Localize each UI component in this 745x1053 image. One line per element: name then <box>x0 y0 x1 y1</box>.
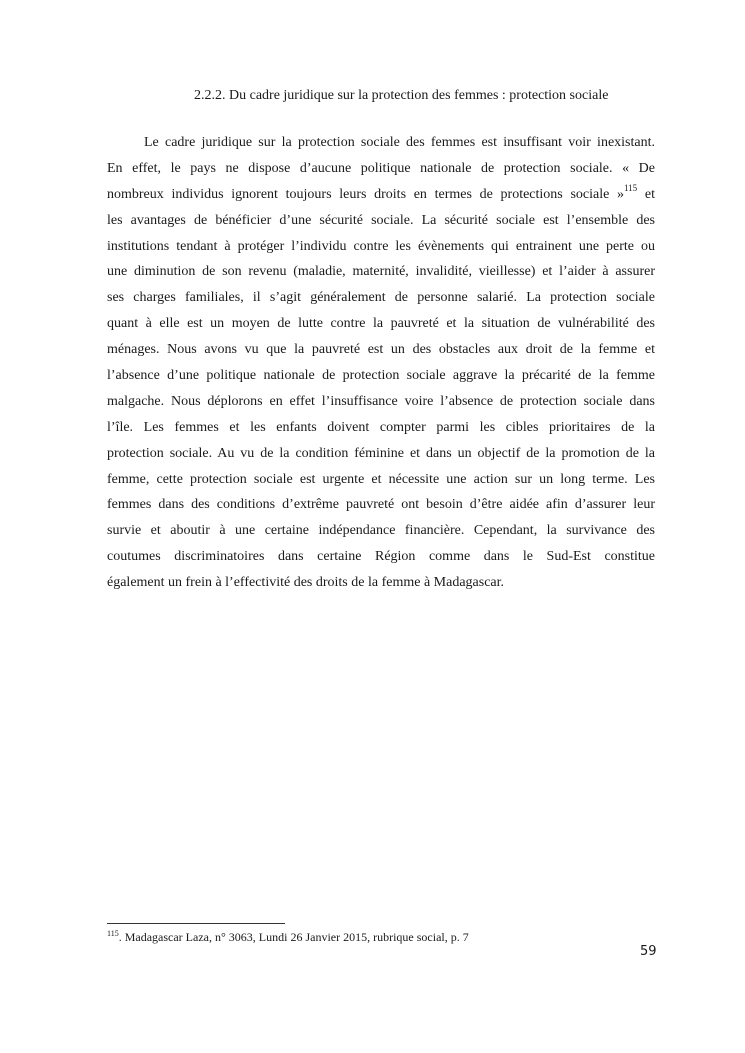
paragraph-line-tail: et <box>644 186 655 202</box>
paragraph-line: malgache. Nous déplorons en effet l’insuffisance voire l’absence de protection sociale dans <box>107 393 655 409</box>
paragraph-line-with-footnote <box>107 182 655 208</box>
paragraph-line: l’île. Les femmes et les enfants doivent compter parmi les cibles prioritaires de la <box>107 419 655 435</box>
footnote-reference[interactable]: 115 <box>624 182 638 193</box>
paragraph-line: survie et aboutir à une certaine indépendance financière. Cependant, la survivance des <box>107 523 655 539</box>
paragraph-line: ménages. Nous avons vu que la pauvreté est un des obstacles aux droit de la femme et <box>107 342 655 358</box>
page-number: 59 <box>640 944 657 959</box>
paragraph-line: coutumes discriminatoires dans certaine Région comme dans le Sud-Est constitue <box>107 549 655 565</box>
body-paragraph <box>107 130 655 596</box>
paragraph-line: En effet, le pays ne dispose d’aucune politique nationale de protection sociale. « De <box>107 160 655 176</box>
footnote-number: 115 <box>107 929 119 938</box>
paragraph-line: Le cadre juridique sur la protection sociale des femmes est insuffisant voir inexistant. <box>144 135 655 150</box>
section-heading: 2.2.2. Du cadre juridique sur la protection des femmes : protection sociale <box>194 88 609 103</box>
paragraph-line: l’absence d’une politique nationale de protection sociale aggrave la précarité de la femme <box>107 368 655 384</box>
paragraph-line: quant à elle est un moyen de lutte contre la pauvreté et la situation de vulnérabilité des <box>107 316 655 332</box>
paragraph-line: protection sociale. Au vu de la condition féminine et dans un objectif de la promotion de la <box>107 445 655 461</box>
paragraph-line: également un frein à l’effectivité des droits de la femme à Madagascar. <box>107 575 505 591</box>
paragraph-line: les avantages de bénéficier d’une sécurité sociale. La sécurité sociale est l’ensemble des <box>107 212 655 228</box>
paragraph-line: femmes dans des conditions d’extrême pauvreté ont besoin d’être aidée afin d’assurer leur <box>107 497 655 513</box>
paragraph-line-text: nombreux individus ignorent toujours leurs droits en termes de protections sociale » <box>107 186 625 202</box>
footnote <box>107 930 469 945</box>
paragraph-line: institutions tendant à protéger l’individu contre les évènements qui entrainent une perte ou <box>107 238 655 254</box>
footnote-separator <box>107 923 285 924</box>
paragraph-line: une diminution de son revenu (maladie, maternité, invalidité, vieillesse) et l’aider à assurer <box>107 264 655 280</box>
paragraph-line: ses charges familiales, il s’agit généralement de personne salarié. La protection sociale <box>107 290 655 306</box>
paragraph-line: femme, cette protection sociale est urgente et nécessite une action sur un long terme. Les <box>107 471 655 487</box>
footnote-text: . Madagascar Laza, n° 3063, Lundi 26 Janvier 2015, rubrique social, p. 7 <box>118 930 469 944</box>
